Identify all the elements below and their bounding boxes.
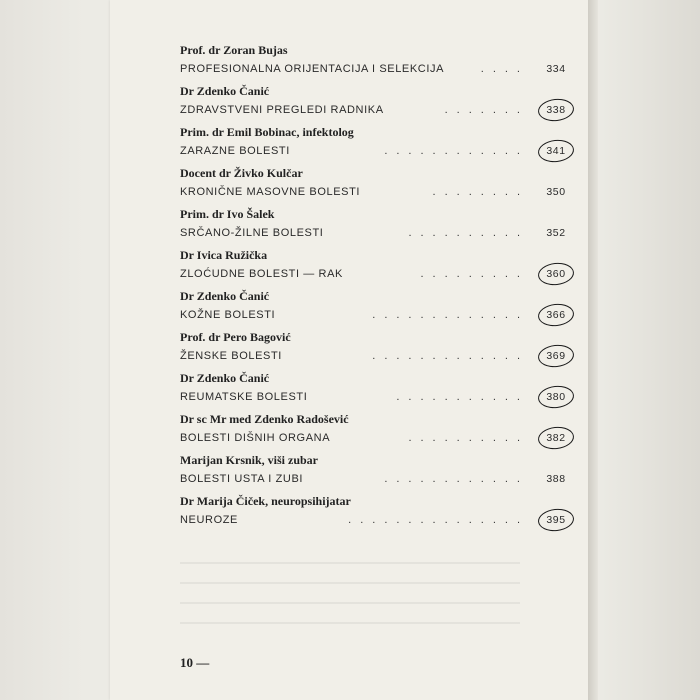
entry-author: Dr Ivica Ružička <box>180 248 268 262</box>
circled-page-number: 380 <box>541 388 571 406</box>
entry-title: ZDRAVSTVENI PREGLEDI RADNIKA <box>180 104 384 116</box>
page-number: 352 <box>546 227 566 239</box>
page-number: 388 <box>546 473 566 485</box>
circled-page-number: 338 <box>541 101 571 119</box>
entry-author: Dr sc Mr med Zdenko Radošević <box>180 412 349 426</box>
entry-author: Dr Marija Čiček, neuropsihijatar <box>180 494 351 508</box>
entry-title-line <box>180 142 575 160</box>
circled-page-number: 369 <box>541 347 571 365</box>
dot-leader: ....... <box>444 104 529 116</box>
entry-author: Marijan Krsnik, viši zubar <box>180 453 319 467</box>
entry-author: Dr Zdenko Čanić <box>180 371 270 385</box>
toc-entry <box>180 494 575 535</box>
entry-title: PROFESIONALNA ORIJENTACIJA I SELEKCIJA <box>180 63 445 75</box>
circled-page-number: 382 <box>541 429 571 447</box>
entry-title-line <box>180 60 575 78</box>
toc-entry <box>180 330 575 371</box>
toc-entry <box>180 207 575 248</box>
table-of-contents <box>180 43 575 535</box>
entry-title: BOLESTI DIŠNIH ORGANA <box>180 432 331 444</box>
show-through-text <box>180 548 520 638</box>
entry-title: ZARAZNE BOLESTI <box>180 145 290 157</box>
entry-title: KOŽNE BOLESTI <box>180 309 276 321</box>
entry-title-line <box>180 511 575 529</box>
dot-leader: ........... <box>396 391 529 403</box>
entry-title: ZLOĆUDNE BOLESTI — RAK <box>180 268 343 280</box>
toc-entry <box>180 412 575 453</box>
dot-leader: ............ <box>384 145 529 157</box>
entry-author: Prim. dr Emil Bobinac, infektolog <box>180 125 354 139</box>
entry-title: REUMATSKE BOLESTI <box>180 391 308 403</box>
page-footer: 10 — <box>180 655 210 670</box>
dot-leader: ............ <box>384 473 529 485</box>
entry-title-line <box>180 347 575 365</box>
toc-entry <box>180 371 575 412</box>
entry-author: Dr Zdenko Čanić <box>180 289 270 303</box>
entry-title-line <box>180 306 575 324</box>
entry-author: Docent dr Živko Kulčar <box>180 166 303 180</box>
entry-title: ŽENSKE BOLESTI <box>180 350 282 362</box>
toc-entry <box>180 289 575 330</box>
entry-author: Prof. dr Pero Bagović <box>180 330 291 344</box>
entry-title-line <box>180 183 575 201</box>
entry-title: KRONIČNE MASOVNE BOLESTI <box>180 186 361 198</box>
entry-title: BOLESTI USTA I ZUBI <box>180 473 304 485</box>
toc-entry <box>180 248 575 289</box>
entry-title: NEUROZE <box>180 514 238 526</box>
dot-leader: ............. <box>372 350 529 362</box>
dot-leader: .... <box>480 63 529 75</box>
dot-leader: ........ <box>432 186 529 198</box>
entry-title-line <box>180 470 575 488</box>
page-number: 334 <box>546 63 566 75</box>
entry-title: SRČANO-ŽILNE BOLESTI <box>180 227 324 239</box>
entry-title-line <box>180 101 575 119</box>
circled-page-number: 341 <box>541 142 571 160</box>
toc-entry <box>180 43 575 84</box>
dot-leader: ......... <box>420 268 529 280</box>
circled-page-number: 360 <box>541 265 571 283</box>
entry-title-line <box>180 224 575 242</box>
dot-leader: .......... <box>408 432 529 444</box>
page-edge <box>588 0 598 700</box>
dot-leader: ............... <box>348 514 529 526</box>
entry-title-line <box>180 429 575 447</box>
page-number: 350 <box>546 186 566 198</box>
entry-title-line <box>180 388 575 406</box>
entry-author: Prof. dr Zoran Bujas <box>180 43 288 57</box>
dot-leader: ............. <box>372 309 529 321</box>
toc-entry <box>180 453 575 494</box>
entry-author: Dr Zdenko Čanić <box>180 84 270 98</box>
toc-entry <box>180 166 575 207</box>
circled-page-number: 395 <box>541 511 571 529</box>
entry-title-line <box>180 265 575 283</box>
dot-leader: .......... <box>408 227 529 239</box>
toc-entry <box>180 125 575 166</box>
toc-entry <box>180 84 575 125</box>
entry-author: Prim. dr Ivo Šalek <box>180 207 275 221</box>
circled-page-number: 366 <box>541 306 571 324</box>
